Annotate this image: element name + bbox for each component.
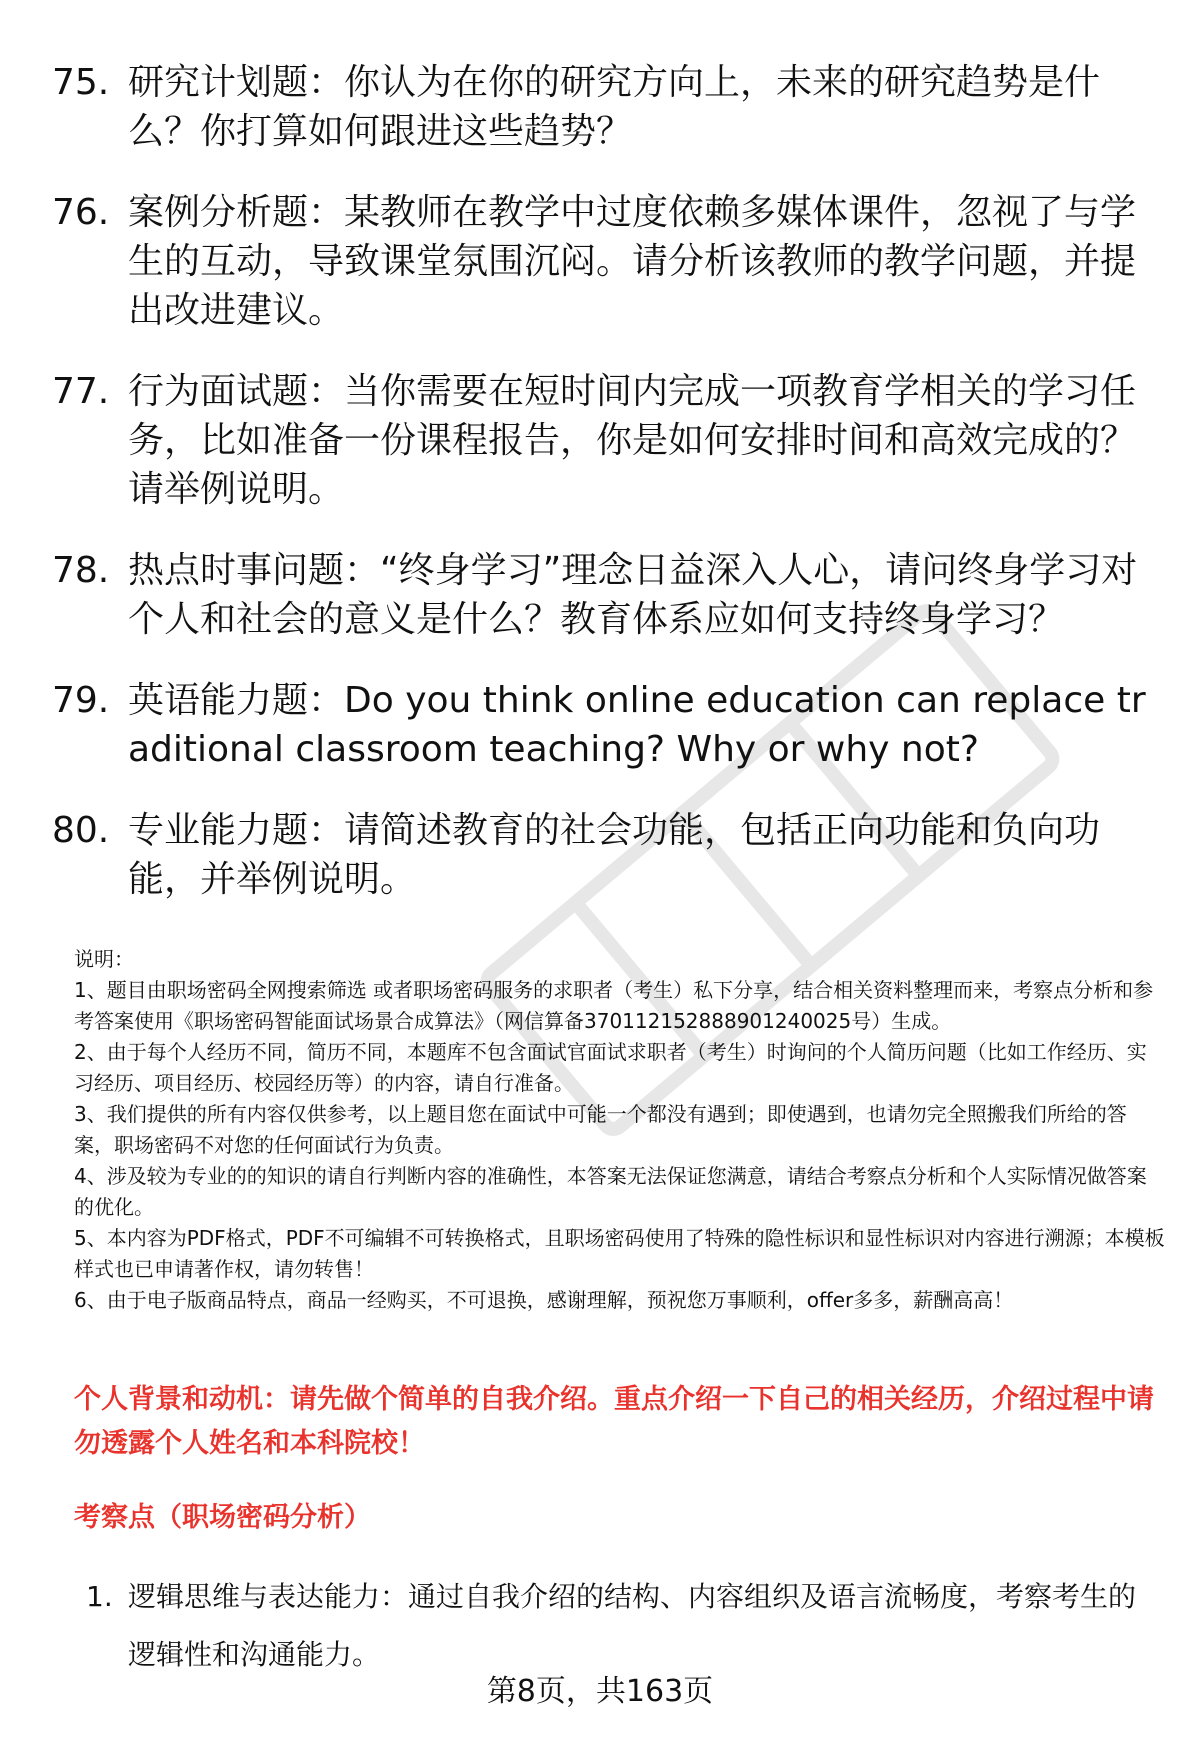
note-item: 1、题目由职场密码全网搜索筛选 或者职场密码服务的求职者（考生）私下分享，结合相关资料整理而来，考察点分析和参考答案使用《职场密码智能面试场景合成算法》（网信算备370112152888901240025号）生成。 xyxy=(74,978,1154,1033)
note-item: 6、由于电子版商品特点，商品一经购买，不可退换，感谢理解，预祝您万事顺利，offer多多，薪酬高高！ xyxy=(74,1288,1014,1312)
section-heading: 个人背景和动机：请先做个简单的自我介绍。重点介绍一下自己的相关经历，介绍过程中请勿透露个人姓名和本科院校！ xyxy=(74,1384,1154,1459)
question-text: 行为面试题：当你需要在短时间内完成一项教育学相关的学习任务，比如准备一份课程报告，你是如何安排时间和高效完成的？请举例说明。 xyxy=(128,371,1137,510)
question-item xyxy=(52,188,1152,335)
note-item: 2、由于每个人经历不同，简历不同，本题库不包含面试官面试求职者（考生）时询问的个人简历问题（比如工作经历、实习经历、项目经历、校园经历等）的内容，请自行准备。 xyxy=(74,1040,1147,1095)
question-item xyxy=(52,546,1152,644)
page-footer: 第8页，共163页 xyxy=(486,1674,714,1709)
point-text: 逻辑思维与表达能力：通过自我介绍的结构、内容组织及语言流畅度，考察考生的逻辑性和沟通能力。 xyxy=(128,1580,1137,1671)
question-list xyxy=(52,58,1152,936)
analysis-point-list xyxy=(86,1568,1156,1684)
note-item: 3、我们提供的所有内容仅供参考，以上题目您在面试中可能一个都没有遇到；即使遇到，也请勿完全照搬我们所给的答案，职场密码不对您的任何面试行为负责。 xyxy=(74,1102,1127,1157)
question-item xyxy=(52,676,1152,774)
question-number: 79. xyxy=(52,680,110,721)
question-text: 研究计划题：你认为在你的研究方向上，未来的研究趋势是什么？你打算如何跟进这些趋势？ xyxy=(128,62,1101,152)
question-item xyxy=(52,367,1152,514)
question-text: 案例分析题：某教师在教学中过度依赖多媒体课件，忽视了与学生的互动，导致课堂氛围沉闷。请分析该教师的教学问题，并提出改进建议。 xyxy=(128,192,1137,331)
disclaimer-notes xyxy=(74,944,1166,1316)
question-text: 英语能力题：Do you think online education can replace traditional classroom teaching? Why or why not? xyxy=(128,680,1146,770)
question-item xyxy=(52,58,1152,156)
question-number: 75. xyxy=(52,62,110,103)
point-number: 1. xyxy=(86,1580,113,1613)
note-item: 5、本内容为PDF格式，PDF不可编辑不可转换格式，且职场密码使用了特殊的隐性标识和显性标识对内容进行溯源；本模板样式也已申请著作权，请勿转售！ xyxy=(74,1226,1165,1281)
question-number: 78. xyxy=(52,550,110,591)
note-item: 4、涉及较为专业的的知识的请自行判断内容的准确性，本答案无法保证您满意，请结合考察点分析和个人实际情况做答案的优化。 xyxy=(74,1164,1147,1219)
question-number: 76. xyxy=(52,192,110,233)
question-text: 热点时事问题：“终身学习”理念日益深入人心，请问终身学习对个人和社会的意义是什么？教育体系应如何支持终身学习？ xyxy=(128,550,1138,640)
notes-title: 说明： xyxy=(74,947,134,971)
question-item xyxy=(52,806,1152,904)
analysis-point xyxy=(86,1568,1156,1684)
question-number: 77. xyxy=(52,371,110,412)
section-subheading: 考察点（职场密码分析） xyxy=(74,1502,371,1533)
question-number: 80. xyxy=(52,810,110,851)
question-text: 专业能力题：请简述教育的社会功能，包括正向功能和负向功能，并举例说明。 xyxy=(128,810,1101,900)
